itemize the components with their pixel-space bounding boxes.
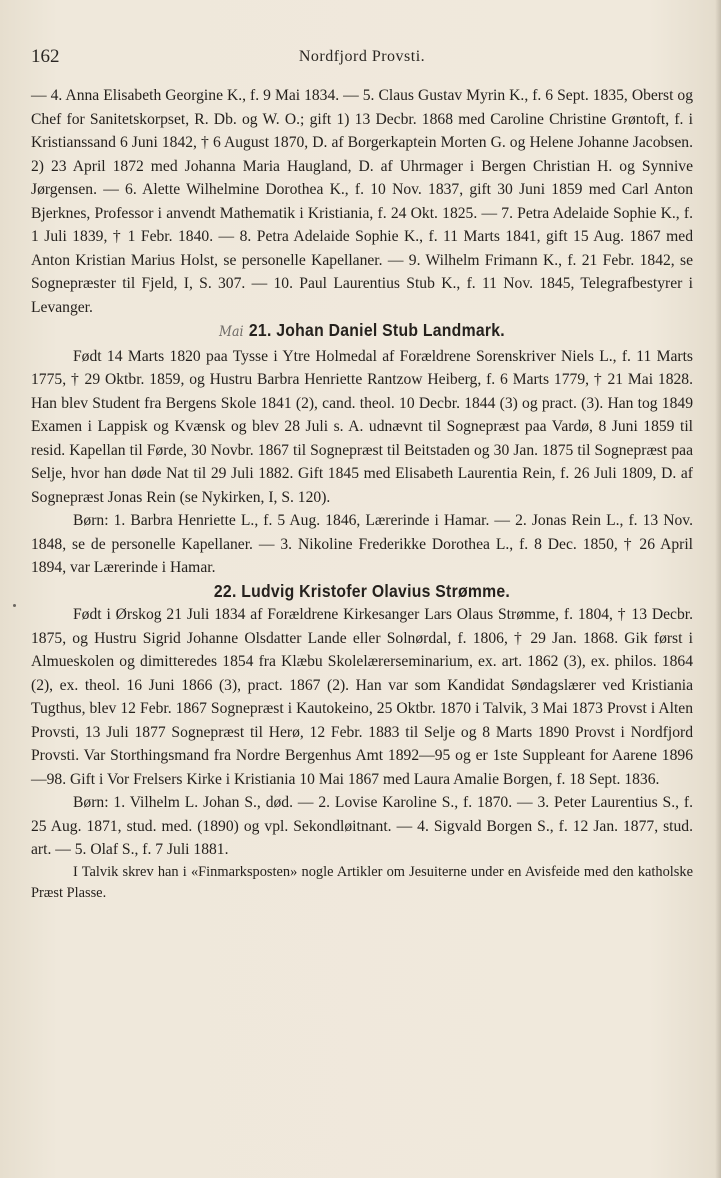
page-body [31, 84, 693, 904]
pencil-annotation: Mai [219, 324, 244, 340]
page-edge-shadow [715, 0, 721, 1178]
entry-22-children: Børn: 1. Vilhelm L. Johan S., død. — 2. Lovise Karoline S., f. 1870. — 3. Peter Laurentius S., f. 25 Aug. 1871, stud. med. (1890) og vpl. Sekondløitnant. — 4. Sigvald Borgen S., f. 12 Jan. 1877, stud. art. — 5. Olaf S., f. 7 Juli 1881. [31, 794, 693, 858]
running-title: Nordfjord Provsti. [298, 48, 426, 65]
page-number: 162 [31, 46, 60, 67]
entry-heading-21-text: 21. Johan Daniel Stub Landmark. [248, 320, 505, 340]
entry-22-paragraph: Født i Ørskog 21 Juli 1834 af Forældrene Kirkesanger Lars Olaus Strømme, f. 1804, † 13 Decbr. 1875, og Hustru Sigrid Johanne Olsdatter Lande eller Solnørdal, f. 1806, † 29 Jan. 1868. Gik først i Almueskolen og dimitteredes 1854 fra Klæbu Skolelærerseminarium, ex. art. 1862 (3), ex. philos. 1864 (2), ex. theol. 16 Juni 1866 (3), pract. 1867 (2). Han var som Kandidat Søndagslærer ved Kristiania Tugthus, blev 12 Febr. 1867 Sognepræst i Kautokeino, 25 Oktbr. 1870 i Talvik, 3 Mai 1873 Provst i Alten Provsti, 13 Juli 1877 Sognepræst til Herø, 12 Febr. 1883 til Selje og 8 Marts 1890 Provst i Nordfjord Provsti. Var Storthingsmand fra Nordre Bergenhus Amt 1892—95 og er 1ste Suppleant for Aarene 1896—98. Gift i Vor Frelsers Kirke i Kristiania 10 Mai 1867 med Laura Amalie Borgen, f. 18 Sept. 1836. [31, 606, 693, 788]
entry-21-children: Børn: 1. Barbra Henriette L., f. 5 Aug. 1846, Lærerinde i Hamar. — 2. Jonas Rein L., f. 13 Nov. 1848, se de personelle Kapellaner. — 3. Nikoline Frederikke Dorothea L., f. 8 Dec. 1850, † 26 April 1894, var Lærerinde i Hamar. [31, 512, 693, 576]
continued-entry-paragraph: — 4. Anna Elisabeth Georgine K., f. 9 Mai 1834. — 5. Claus Gustav Myrin K., f. 6 Sept. 1835, Oberst og Chef for Sanitetskorpset, R. Db. og W. O.; gift 1) 13 Decbr. 1868 med Caroline Christine Grøntoft, f. i Kristianssand 6 Juni 1842, † 6 August 1870, D. af Borgerkaptein Morten G. og Helene Johanne Jacobsen. 2) 23 April 1872 med Johanna Maria Haugland, D. af Uhrmager i Bergen Christian H. og Synnive Jørgensen. — 6. Alette Wilhelmine Dorothea K., f. 10 Nov. 1837, gift 30 Juni 1859 med Carl Anton Bjerknes, Professor i anvendt Mathematik i Kristiania, f. 24 Okt. 1825. — 7. Petra Adelaide Sophie K., f. 1 Juli 1839, † 1 Febr. 1840. — 8. Petra Adelaide Sophie K., f. 11 Marts 1841, gift 15 Aug. 1867 med Anton Kristian Marius Holst, se personelle Kapellaner. — 9. Wilhelm Frimann K., f. 21 Febr. 1842, se Sognepræster til Fjeld, I, S. 307. — 10. Paul Laurentius Stub K., f. 11 Nov. 1845, Telegrafbestyrer i Levanger. [31, 87, 693, 316]
entry-heading-22: 22. Ludvig Kristofer Olavius Strømme. [213, 580, 511, 601]
entry-heading-21 [64, 319, 660, 345]
entry-22-note: I Talvik skrev han i «Finmarksposten» nogle Artikler om Jesuiterne under en Avisfeide med den katholske Præst Plasse. [31, 863, 693, 901]
page-header [31, 46, 693, 70]
entry-21-paragraph: Født 14 Marts 1820 paa Tysse i Ytre Holmedal af Forældrene Sorenskriver Niels L., f. 11 Marts 1775, † 29 Oktbr. 1859, og Hustru Barbra Henriette Rantzow Heiberg, f. 6 Marts 1779, † 21 Mai 1828. Han blev Student fra Bergens Skole 1841 (2), cand. theol. 10 Decbr. 1844 (3) og pract. (3). Han tog 1849 Examen i Lappisk og Kvænsk og blev 28 Juli s. A. udnævnt til Sognepræst paa Vardø, 8 Juni 1859 til resid. Kapellan til Førde, 30 Novbr. 1867 til Sognepræst til Beitstaden og 30 Jan. 1875 til Sognepræst paa Selje, hvor han døde Nat til 29 Juli 1882. Gift 1845 med Elisabeth Laurentia Rein, f. 26 Juli 1809, D. af Sognepræst Jonas Rein (se Nykirken, I, S. 120). [31, 347, 693, 506]
margin-mark [13, 604, 16, 607]
